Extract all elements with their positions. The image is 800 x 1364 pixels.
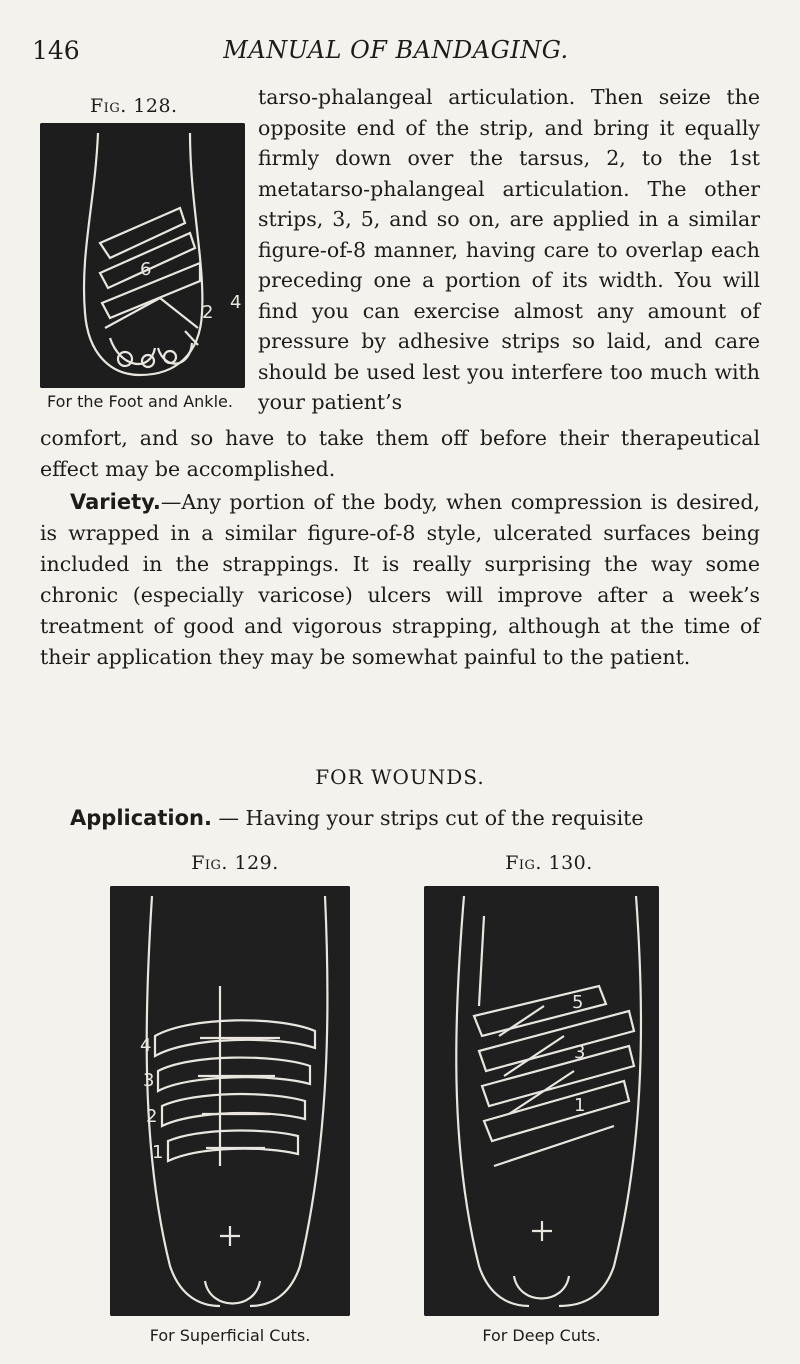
figure-128-caption: For the Foot and Ankle. [47, 392, 233, 411]
figure-130-caption: For Deep Cuts. [482, 1326, 601, 1345]
paragraph-continuation: comfort, and so have to take them off before their therapeutical effect may be accomplished. [40, 426, 760, 481]
figure-row [0, 852, 800, 1345]
superficial-cuts-illustration [110, 886, 350, 1316]
foot-ankle-illustration [40, 123, 245, 388]
paragraph-text: tarso-phalangeal articulation. Then seize the opposite end of the strip, and bring it equally firmly down over the tarsus, 2, to the 1st metatarso-phalangeal articulation. The other strips, 3, 5, and so on, are applied in a similar figure-of-8 manner, having care to overlap each preceding one a portion of its width. You will find you can exercise almost any amount of pressure by adhesive strips so laid, and care should be used lest you interfere too much with your patient’s [258, 85, 760, 414]
full-width-text [40, 423, 760, 673]
strip-number-label: 1 [574, 1095, 586, 1116]
strip-number-label: 5 [572, 992, 584, 1013]
variety-text: —Any portion of the body, when compression is desired, is wrapped in a similar figure-of-8 style, ulcerated surfaces being included in the strappings. It is really surprising the way some chronic (especially varicose) ulcers will improve after a week’s treatment of good and vigorous strapping, although at the time of their application they may be somewhat painful to the patient. [40, 490, 760, 669]
strip-number-label: 4 [140, 1035, 152, 1056]
figure-128 [40, 95, 250, 411]
deep-cuts-illustration [424, 886, 659, 1316]
figure-129-caption: For Superficial Cuts. [149, 1326, 311, 1345]
figure-130-label: Fig. 130. [505, 852, 593, 874]
strip-number-label: 3 [574, 1042, 586, 1063]
strip-number-label: 1 [152, 1142, 164, 1163]
figure-129-plate [110, 886, 350, 1316]
figure-129-label: Fig. 129. [191, 852, 279, 874]
figure-128-label: Fig. 128. [90, 95, 178, 117]
page-header [32, 36, 760, 76]
figure-130 [424, 852, 674, 1345]
figure-128-plate [40, 123, 245, 388]
wrapped-paragraph [258, 82, 760, 418]
figure-129 [110, 852, 360, 1345]
variety-paragraph [40, 487, 760, 673]
strip-number-label: 2 [146, 1106, 158, 1127]
application-text-block [40, 803, 760, 834]
application-label: Application. [70, 806, 212, 830]
section-heading: FOR WOUNDS. [315, 765, 485, 789]
application-paragraph [40, 803, 760, 834]
strip-number-label: 3 [143, 1070, 155, 1091]
running-head: MANUAL OF BANDAGING. [223, 36, 569, 64]
variety-label: Variety. [70, 490, 161, 514]
strip-number-label: 4 [230, 292, 242, 313]
page-number: 146 [32, 36, 80, 65]
figure-130-plate [424, 886, 659, 1316]
application-text: — Having your strips cut of the requisite [211, 806, 644, 830]
strip-number-label: 6 [140, 259, 152, 280]
strip-number-label: 2 [202, 302, 214, 323]
